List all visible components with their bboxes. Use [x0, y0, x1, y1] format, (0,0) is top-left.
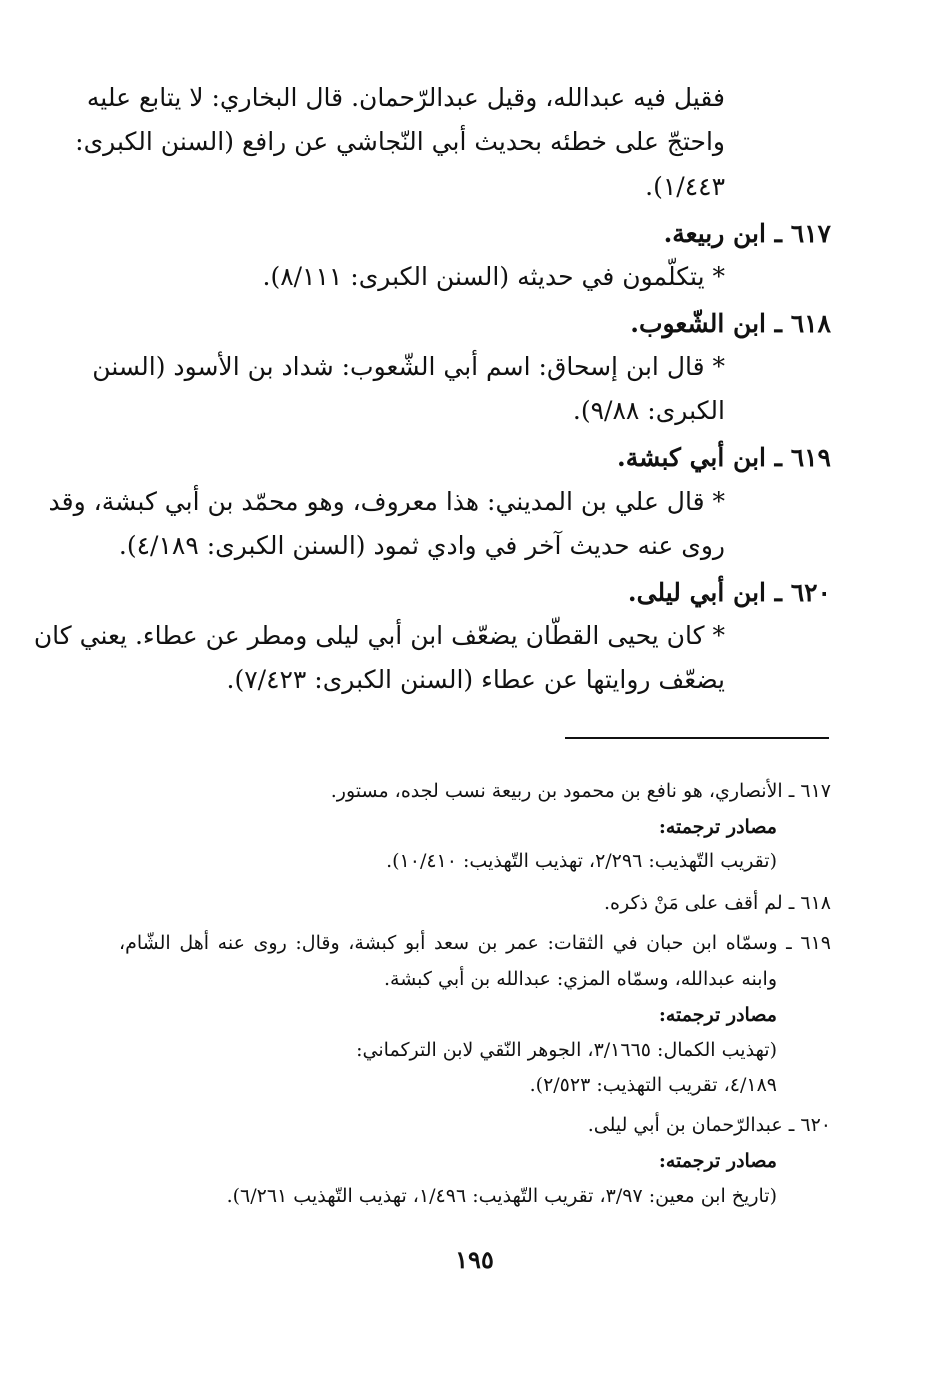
body-line: روى عنه حديث آخر في وادي ثمود (السنن الكبرى: ٤/١٨٩).	[118, 531, 725, 560]
footnote-619: ٦١٩ ـ وسمّاه ابن حبان في الثقات: عمر بن سعد أبو كبشة، وقال: روى عنه أهل الشّام،	[119, 932, 831, 954]
footnote-line: (تاريخ ابن معين: ٣/٩٧، تقريب التّهذيب: ١/٤٩٦، تهذيب التّهذيب ٦/٢٦١).	[226, 1185, 777, 1207]
footnote-line: (تقريب التّهذيب: ٢/٢٩٦، تهذيب التّهذيب: ١٠/٤١٠).	[386, 850, 777, 872]
footnote-617: ٦١٧ ـ الأنصاري، هو نافع بن محمود بن ربيعة نسب لجده، مستور.	[330, 780, 831, 802]
body-line: يضعّف روايتها عن عطاء (السنن الكبرى: ٧/٤٢٣).	[226, 665, 725, 694]
body-line: الكبرى: ٩/٨٨).	[572, 396, 725, 425]
body-line: واحتجّ على خطئه بحديث أبي النّجاشي عن رافع (السنن الكبرى:	[75, 127, 725, 156]
entry-heading-620: ٦٢٠ ـ ابن أبي ليلى.	[627, 578, 831, 607]
footnote-sources-label: مصادر ترجمته:	[658, 816, 777, 838]
body-line: * يتكلّمون في حديثه (السنن الكبرى: ٨/١١١).	[262, 262, 725, 291]
footnote-618: ٦١٨ ـ لم أقف على مَنْ ذكره.	[604, 892, 831, 914]
footnote-sources-label: مصادر ترجمته:	[658, 1004, 777, 1026]
body-line: * قال ابن إسحاق: اسم أبي الشّعوب: شداد بن الأسود (السنن	[92, 352, 725, 381]
footnote-sources-label: مصادر ترجمته:	[658, 1150, 777, 1172]
footnote-line: ٤/١٨٩، تقريب التهذيب: ٢/٥٢٣).	[529, 1074, 777, 1096]
footnote-line: (تهذيب الكمال: ٣/١٦٦٥، الجوهر النّقي لابن التركماني:	[356, 1039, 777, 1061]
page-number: ١٩٥	[455, 1245, 494, 1274]
entry-heading-619: ٦١٩ ـ ابن أبي كبشة.	[617, 443, 831, 472]
footnote-line: وابنه عبدالله، وسمّاه المزي: عبدالله بن أبي كبشة.	[384, 968, 777, 990]
entry-heading-617: ٦١٧ ـ ابن ربيعة.	[663, 219, 831, 248]
footnote-620: ٦٢٠ ـ عبدالرّحمان بن أبي ليلى.	[587, 1114, 831, 1136]
footnote-separator	[565, 737, 829, 739]
body-line: * قال علي بن المديني: هذا معروف، وهو محمّد بن أبي كبشة، وقد	[48, 487, 725, 516]
body-line: * كان يحيى القطّان يضعّف ابن أبي ليلى ومطر عن عطاء. يعني كان	[33, 621, 725, 650]
body-line: فقيل فيه عبدالله، وقيل عبدالرّحمان. قال البخاري: لا يتابع عليه	[86, 83, 725, 112]
entry-heading-618: ٦١٨ ـ ابن الشّعوب.	[630, 309, 831, 338]
body-line: ١/٤٤٣).	[645, 172, 725, 201]
